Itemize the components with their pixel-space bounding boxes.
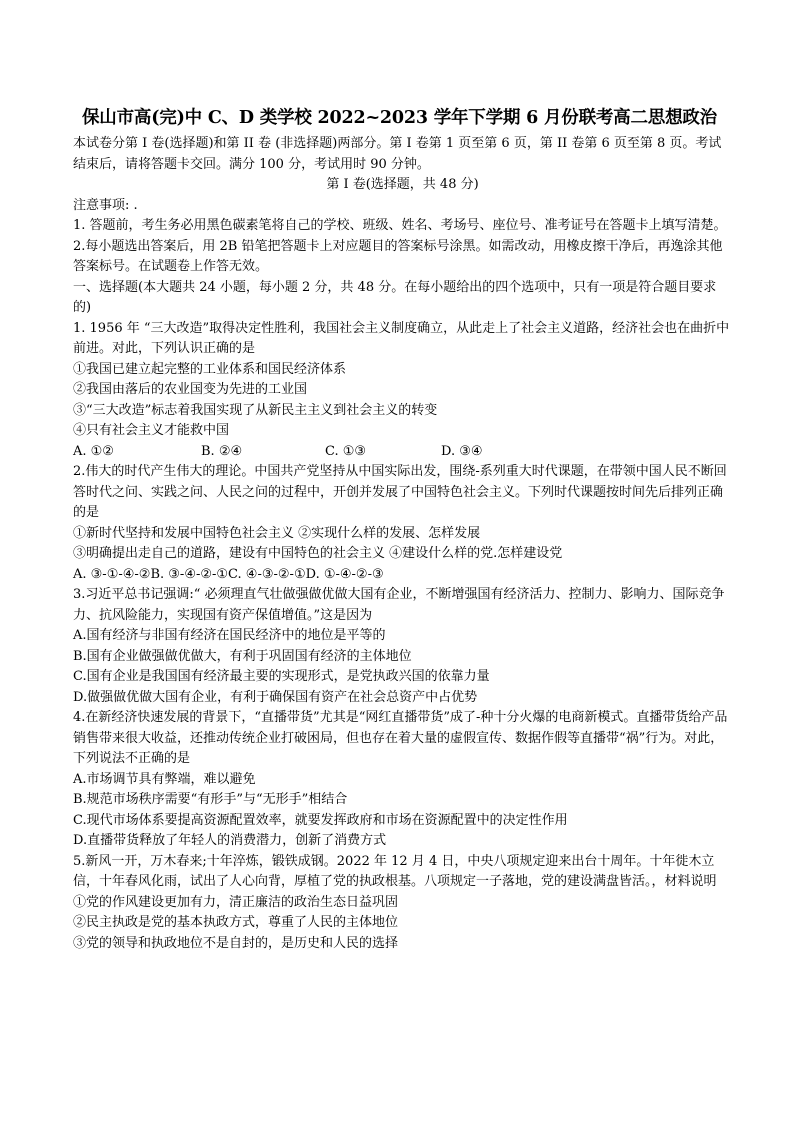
question-1-options bbox=[73, 442, 732, 463]
question-5-stem: 5.新风一开，万木春来;十年淬炼，锻铁成钢。2022 年 12 月 4 日，中央八项规定迎来出台十周年。十年徙木立信，十年春风化雨，试出了人心向背，厚植了党的执政根基。八项规定一子落地，党的建设满盘皆活。，材料说明 bbox=[73, 853, 717, 889]
section-heading: 第 I 卷(选择题，共 48 分) bbox=[326, 177, 479, 192]
question-4 bbox=[73, 708, 732, 852]
intro-text: 本试卷分第 I 卷(选择题)和第 II 卷 (非选择题)两部分。第 I 卷第 1 页至第 6 页，第 II 卷第 6 页至第 8 页。考试结束后，请将答题卡交回。满分 100 分，考试用时 90 分钟。 bbox=[73, 136, 722, 172]
option-d: D. ③④ bbox=[441, 443, 483, 459]
page-title: 保山市高(完)中 C、D 类学校 2022~2023 学年下学期 6 月份联考高二思想政治 bbox=[82, 108, 717, 128]
question-2-options: A. ③-①-④-②B. ③-④-②-①C. ④-③-②-①D. ①-④-②-③ bbox=[73, 566, 384, 582]
note-1: 1. 答题前，考生务必用黑色碳素笔将自己的学校、班级、姓名、考场号、座位号、准考证号在答题卡上填写清楚。 bbox=[73, 218, 727, 233]
question-1-item-2: ②我国由落后的农业国变为先进的工业国 bbox=[73, 382, 308, 397]
question-3 bbox=[73, 585, 732, 708]
question-3-option-d: D.做强做优做大国有企业，有利于确保国有资产在社会总资产中占优势 bbox=[73, 689, 478, 705]
question-5 bbox=[73, 852, 732, 955]
question-4-stem: 4.在新经济快速发展的背景下，“直播带货”尤其是“网红直播带货”成了-种十分火爆的电商新模式。直播带货给产品销售带来很大收益，还推动传统企业打破困局，但也存在着大量的虚假宣传、数据作假等直播带“祸”行为。对此，下列说法不正确的是 bbox=[73, 710, 728, 766]
question-1-item-4: ④只有社会主义才能救中国 bbox=[73, 423, 230, 438]
question-4-option-a: A.市场调节具有弊端，难以避免 bbox=[73, 771, 256, 787]
question-5-item-3: ③党的领导和执政地位不是自封的，是历史和人民的选择 bbox=[73, 935, 399, 951]
option-a: A. ①② bbox=[73, 443, 114, 459]
question-2 bbox=[73, 462, 732, 585]
question-3-option-c: C.国有企业是我国国有经济最主要的实现形式，是党执政兴国的依靠力量 bbox=[73, 669, 490, 684]
question-2-items-a: ①新时代坚持和发展中国特色社会主义 ②实现什么样的发展、怎样发展 bbox=[73, 525, 481, 541]
question-1 bbox=[73, 319, 732, 463]
question-2-items-b: ③明确提出走自己的道路，建设有中国特色的社会主义 ④建设什么样的党.怎样建设党 bbox=[73, 546, 563, 561]
question-1-item-3: ③“三大改造”标志着我国实现了从新民主主义到社会主义的转变 bbox=[73, 402, 438, 418]
question-2-stem: 2.伟大的时代产生伟大的理论。中国共产党坚持从中国实际出发，围绕-系列重大时代课题，在带领中国人民不断回答时代之问、实践之问、人民之问的过程中，开创并发展了中国特色社会主义。下列时代课题按时间先后排列正确的是 bbox=[73, 464, 727, 520]
question-4-option-b: B.规范市场秩序需要“有形手”与“无形手”相结合 bbox=[73, 792, 348, 807]
question-4-option-c: C.现代市场体系要提高资源配置效率，就要发挥政府和市场在资源配置中的决定性作用 bbox=[73, 812, 568, 828]
question-4-option-d: D.直播带货释放了年轻人的消费潜力，创新了消费方式 bbox=[73, 833, 387, 848]
question-3-option-b: B.国有企业做强做优做大，有利于巩固国有经济的主体地位 bbox=[73, 648, 412, 664]
option-c: C. ①③ bbox=[325, 443, 367, 459]
notes-label: 注意事项: . bbox=[73, 197, 138, 213]
question-5-item-2: ②民主执政是党的基本执政方式，尊重了人民的主体地位 bbox=[73, 915, 399, 930]
question-1-item-1: ①我国已建立起完整的工业体系和国民经济体系 bbox=[73, 361, 347, 377]
option-b: B. ②④ bbox=[201, 443, 243, 459]
part1-heading: 一、选择题(本大题共 24 小题，每小题 2 分，共 48 分。在每小题给出的四个选项中，只有一项是符合题目要求的) bbox=[73, 279, 717, 315]
question-1-stem: 1. 1956 年 “三大改造”取得决定性胜利，我国社会主义制度确立，从此走上了社会主义道路，经济社会也在曲折中前进。对此，下列认识正确的是 bbox=[73, 320, 730, 356]
question-3-stem: 3.习近平总书记强调:“ 必须理直气壮做强做优做大国有企业，不断增强国有经济活力、控制力、影响力、国际竞争力、抗风险能力，实现国有资产保值增值。”这是因为 bbox=[73, 587, 725, 623]
note-2: 2.每小题选出答案后，用 2B 铅笔把答题卡上对应题目的答案标号涂黑。如需改动，用橡皮擦干净后，再逸涂其他答案标号。在试题卷上作答无效。 bbox=[73, 238, 723, 274]
question-3-option-a: A.国有经济与非国有经济在国民经济中的地位是平等的 bbox=[73, 628, 386, 643]
question-5-item-1: ①党的作风建设更加有力，清正廉洁的政治生态日益巩固 bbox=[73, 894, 399, 910]
